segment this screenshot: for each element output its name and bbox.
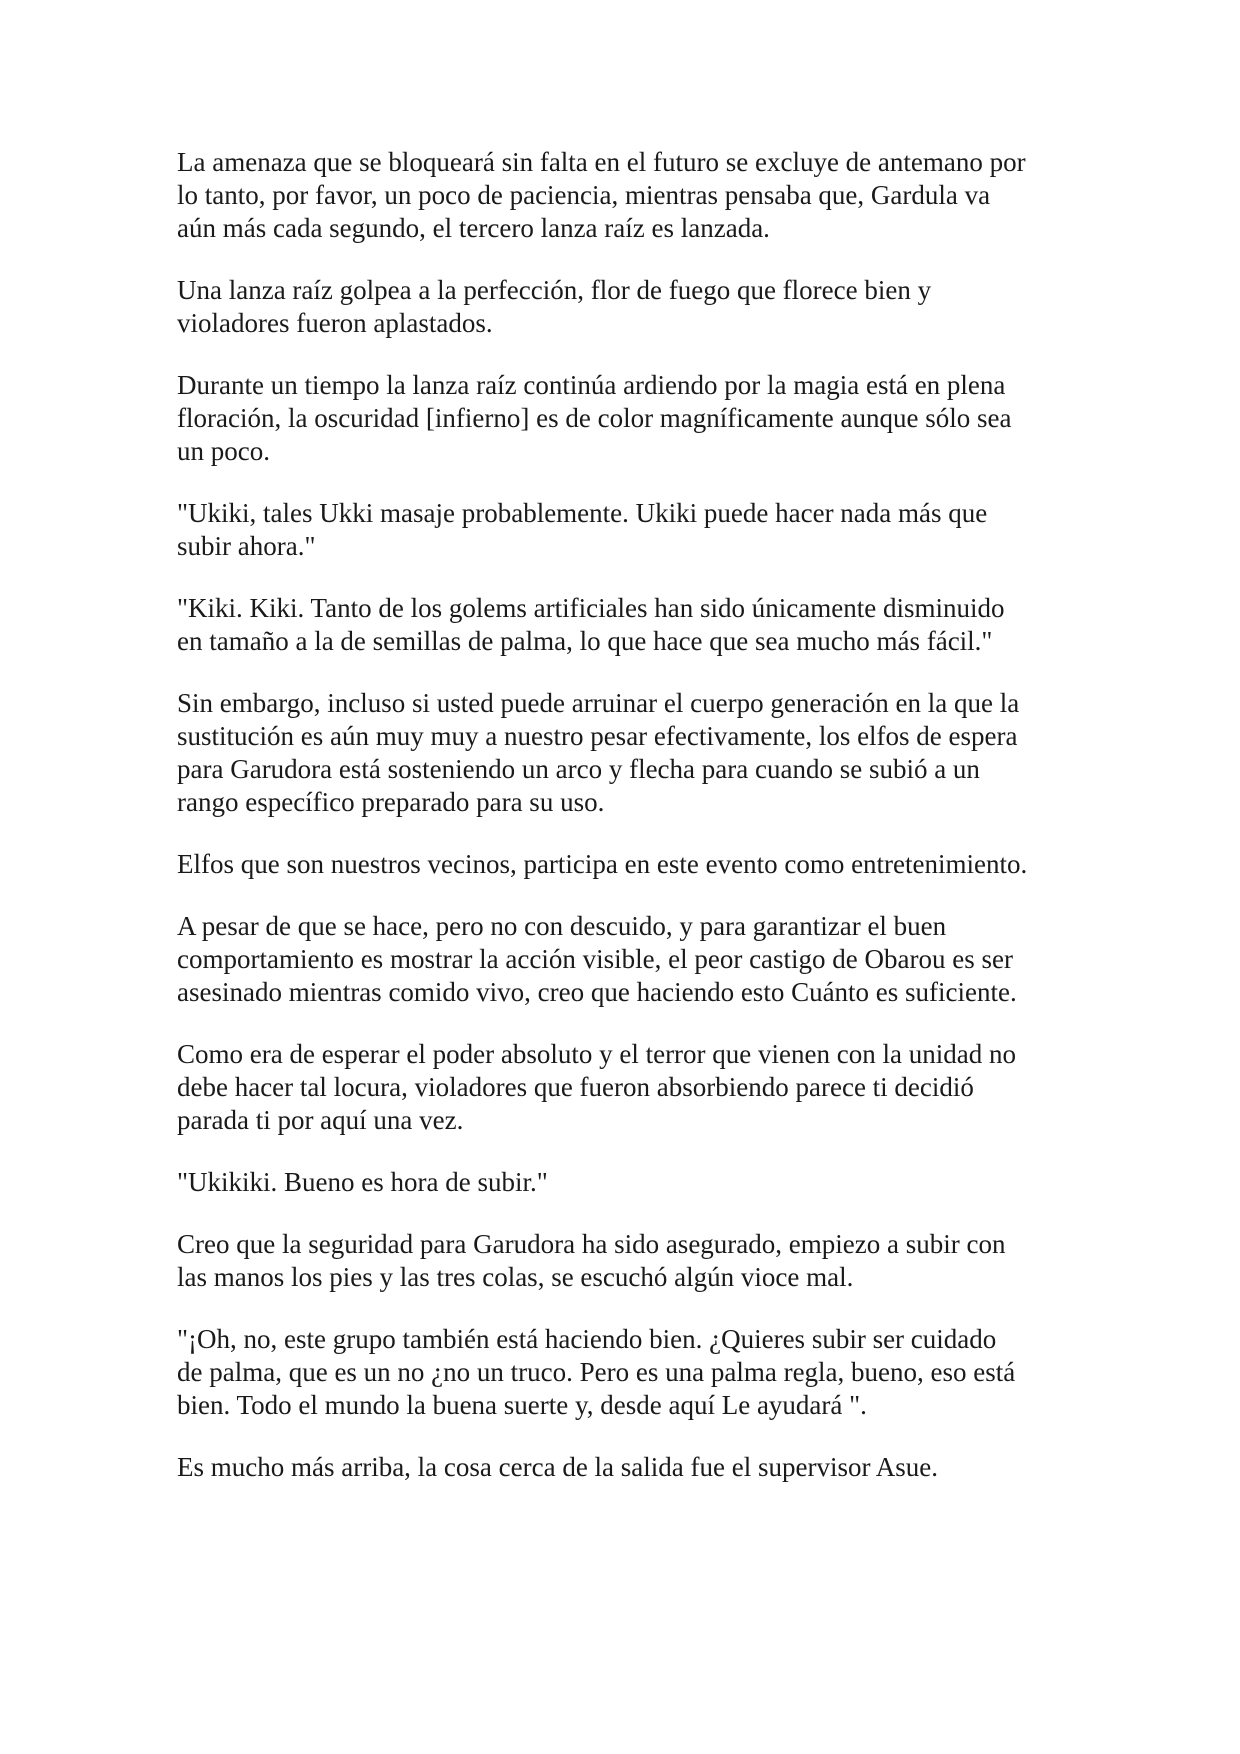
text-line: Sin embargo, incluso si usted puede arruinar el cuerpo generación en la que la — [177, 688, 1020, 718]
text-line: debe hacer tal locura, violadores que fueron absorbiendo parece ti decidió — [177, 1072, 974, 1102]
text-line: en tamaño a la de semillas de palma, lo que hace que sea mucho más fácil." — [177, 626, 993, 656]
text-line: Es mucho más arriba, la cosa cerca de la salida fue el supervisor Asue. — [177, 1452, 938, 1482]
paragraph — [177, 910, 1067, 1009]
paragraph — [177, 687, 1067, 819]
paragraph — [177, 1451, 1067, 1484]
text-line: "Kiki. Kiki. Tanto de los golems artificiales han sido únicamente disminuido — [177, 593, 1005, 623]
text-line: "¡Oh, no, este grupo también está haciendo bien. ¿Quieres subir ser cuidado — [177, 1324, 997, 1354]
paragraph — [177, 592, 1067, 658]
paragraph — [177, 1323, 1067, 1422]
paragraph — [177, 848, 1067, 881]
paragraph — [177, 1228, 1067, 1294]
text-line: floración, la oscuridad [infierno] es de color magníficamente aunque sólo sea — [177, 403, 1012, 433]
text-line: "Ukikiki. Bueno es hora de subir." — [177, 1167, 548, 1197]
text-line: subir ahora." — [177, 531, 316, 561]
paragraph — [177, 1166, 1067, 1199]
text-line: La amenaza que se bloqueará sin falta en el futuro se excluye de antemano por — [177, 147, 1026, 177]
text-line: Una lanza raíz golpea a la perfección, flor de fuego que florece bien y — [177, 275, 932, 305]
text-line: lo tanto, por favor, un poco de paciencia, mientras pensaba que, Gardula va — [177, 180, 991, 210]
paragraph — [177, 274, 1067, 340]
paragraph — [177, 497, 1067, 563]
paragraph — [177, 369, 1067, 468]
paragraph — [177, 1038, 1067, 1137]
text-line: comportamiento es mostrar la acción visible, el peor castigo de Obarou es ser — [177, 944, 1013, 974]
text-line: Elfos que son nuestros vecinos, participa en este evento como entretenimiento. — [177, 849, 1028, 879]
document-body — [177, 146, 1067, 1513]
text-line: para Garudora está sosteniendo un arco y flecha para cuando se subió a un — [177, 754, 980, 784]
text-line: asesinado mientras comido vivo, creo que haciendo esto Cuánto es suficiente. — [177, 977, 1017, 1007]
text-line: un poco. — [177, 436, 270, 466]
text-line: Como era de esperar el poder absoluto y el terror que vienen con la unidad no — [177, 1039, 1016, 1069]
text-line: las manos los pies y las tres colas, se escuchó algún vioce mal. — [177, 1262, 854, 1292]
text-line: bien. Todo el mundo la buena suerte y, desde aquí Le ayudará ". — [177, 1390, 867, 1420]
text-line: Durante un tiempo la lanza raíz continúa ardiendo por la magia está en plena — [177, 370, 1006, 400]
text-line: "Ukiki, tales Ukki masaje probablemente. Ukiki puede hacer nada más que — [177, 498, 988, 528]
text-line: rango específico preparado para su uso. — [177, 787, 605, 817]
text-line: violadores fueron aplastados. — [177, 308, 493, 338]
text-line: A pesar de que se hace, pero no con descuido, y para garantizar el buen — [177, 911, 947, 941]
text-line: aún más cada segundo, el tercero lanza raíz es lanzada. — [177, 213, 770, 243]
text-line: de palma, que es un no ¿no un truco. Pero es una palma regla, bueno, eso está — [177, 1357, 1016, 1387]
text-line: parada ti por aquí una vez. — [177, 1105, 464, 1135]
text-line: Creo que la seguridad para Garudora ha sido asegurado, empiezo a subir con — [177, 1229, 1006, 1259]
text-line: sustitución es aún muy muy a nuestro pesar efectivamente, los elfos de espera — [177, 721, 1018, 751]
paragraph — [177, 146, 1067, 245]
